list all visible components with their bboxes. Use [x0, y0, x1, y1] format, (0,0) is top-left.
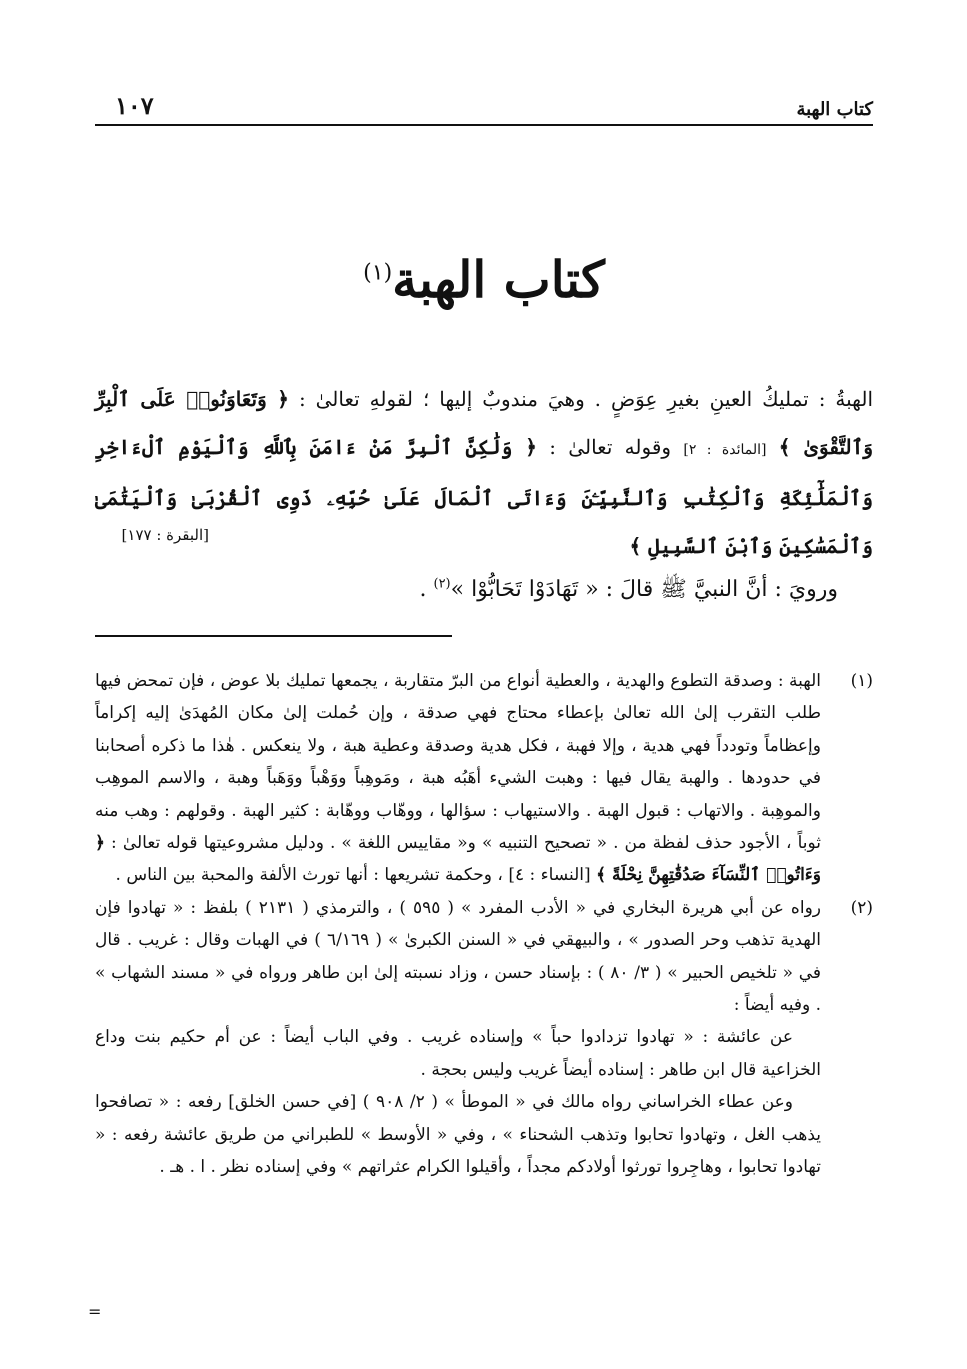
hadith-text: ورويَ : أنَّ النبيَّ ﷺ قالَ : « تَهَادَوْا تَحَابُّوْا » [450, 577, 838, 602]
page [95, 80, 873, 1340]
footnote-separator [95, 635, 452, 637]
continuation-mark: = [88, 1302, 102, 1321]
chapter-footnote-mark: (١) [363, 260, 393, 286]
footnote-1 [95, 665, 873, 892]
definition-text: الهبةُ : تمليكُ العينِ بغيرِ عِوَضٍ . وهيَ مندوبٌ إليها ؛ لقولهِ تعالىٰ : [298, 387, 873, 411]
hadith-line [419, 575, 838, 607]
footnote-1-verse: ﴿ وَءَاتُوا۟ ٱلنِّسَآءَ صَدُقَٰتِهِنَّ نِحْلَةً ﴾ [95, 833, 821, 886]
footnote-number: (٢) [850, 897, 873, 918]
verse2-intro: وقوله تعالىٰ : [549, 435, 672, 459]
footnote-1-text: الهبة : وصدقة التطوع والهدية ، والعطية أنواع من البرّ متقاربة ، يجمعها تمليك بلا عوض ، فإن تمحض فيها طلب التقرب إلىٰ الله تعالىٰ بإعطاء محتاج فهي صدقة ، وإن حُملت إلىٰ مكان المُهدَىٰ إليه إكراماً وإعظاماً وتودداً فهي هدية ، وإلا فهبة ، فكل هدية وصدقة وعطية هبة ، ولا ينعكس . هٰذا ما ذكره أصحابنا في حدودها . والهبة يقال فيها : وهبت الشيء أهَبُه هبة ، ومَوهِباً ووَهْباً ووَهَباً وهبة ، والاسم الموهِب والموهِبة . والاتهاب : قبول الهبة . والاستيهاب : سؤالها ، ووهّاب ووهّابة : كثير الهبة . وقولهم : وهب منه ثوباً ، الأجود حذف لفظة من . « تصحيح التنبيه » و« مقاييس اللغة » . ودليل مشروعيتها قوله تعالىٰ : [95, 671, 821, 854]
chapter-title-text: كتاب الهبة [392, 250, 605, 309]
footnote-body [95, 665, 821, 892]
verse-maidah: ﴿ وَتَعَاوَنُوا۟ عَلَى ٱلْبِرِّ وَٱلتَّقْوَىٰ ﴾ [95, 387, 874, 459]
running-header [95, 80, 873, 126]
footnote-2-text: رواه عن أبي هريرة البخاري في « الأدب المفرد » ( ٥٩٥ ) ، والترمذي ( ٢١٣١ ) بلفظ : « تهادوا فإن الهدية تذهب وحر الصدور » ، والبيهقي في « السنن الكبرىٰ » ( ٦/١٦٩ ) في الهبات وقال : غريب . قال في « تلخيص الحبير » ( ٣/ ٨٠ ) : بإسناد حسن ، وزاد نسبته إلىٰ ابن طاهر ورواه في « مسند الشهاب » . وفيه أيضاً : [95, 897, 822, 1016]
hadith-footnote-mark: (٢) [433, 576, 451, 592]
hadith-end: . [419, 577, 427, 602]
verse-baqarah-ref: [البقرة : ١٧٧] [121, 526, 209, 544]
main-text [95, 375, 873, 570]
footnotes [95, 665, 873, 1184]
footnote-body [95, 892, 821, 1184]
chapter-title [95, 250, 873, 309]
footnote-2 [95, 892, 873, 1184]
running-title: كتاب الهبة [796, 99, 873, 120]
footnote-2-para2: عن عائشة : « تهادوا تزدادوا حباً » وإسناده غريب . وفي الباب أيضاً : عن أم حكيم بنت وداع الخزاعية قال ابن طاهر : إسناده أيضاً غريب وليس بحجة . [95, 1027, 821, 1080]
footnote-1-tail: ، وحكمة تشريعها : أنها تورث الألفة والمحبة بين الناس . [115, 865, 503, 886]
verse-maidah-ref: [المائدة : ٢] [683, 442, 767, 458]
footnote-2-para3: وعن عطاء الخراساني رواه مالك في « الموطأ » ( ٢/ ٩٠٨ ) [في حسن الخلق] رفعه : « تصافحوا يذهب الغل ، وتهادوا تحابوا وتذهب الشحناء » ، وفي « الأوسط » للطبراني من طريق عائشة رفعه : « تهادوا تحابوا ، وهاجِروا تورثوا أولادكم مجداً ، وأقيلوا الكرام عثراتهم » وفي إسناده نظر . ا . هـ . [95, 1092, 821, 1178]
footnote-1-verse-ref: [النساء : ٤] [508, 865, 591, 886]
footnote-number: (١) [850, 671, 873, 691]
page-number: ١٠٧ [115, 91, 154, 120]
verse-baqarah: ﴿ وَلَٰكِنَّ ٱلْبِرَّ مَنْ ءَامَنَ بِٱللَّهِ وَٱلْيَوْمِ ٱلْءَاخِرِ وَٱلْمَلَٰٓئِكَةِ وَٱلْكِتَٰبِ وَٱلنَّبِيِّـۧنَ وَءَاتَى ٱلْمَالَ عَلَىٰ حُبِّهِۦ ذَوِى ٱلْقُرْبَىٰ وَٱلْيَتَٰمَىٰ وَٱلْمَسَٰكِينَ وَٱبْنَ ٱلسَّبِيلِ ﴾ [95, 435, 873, 558]
